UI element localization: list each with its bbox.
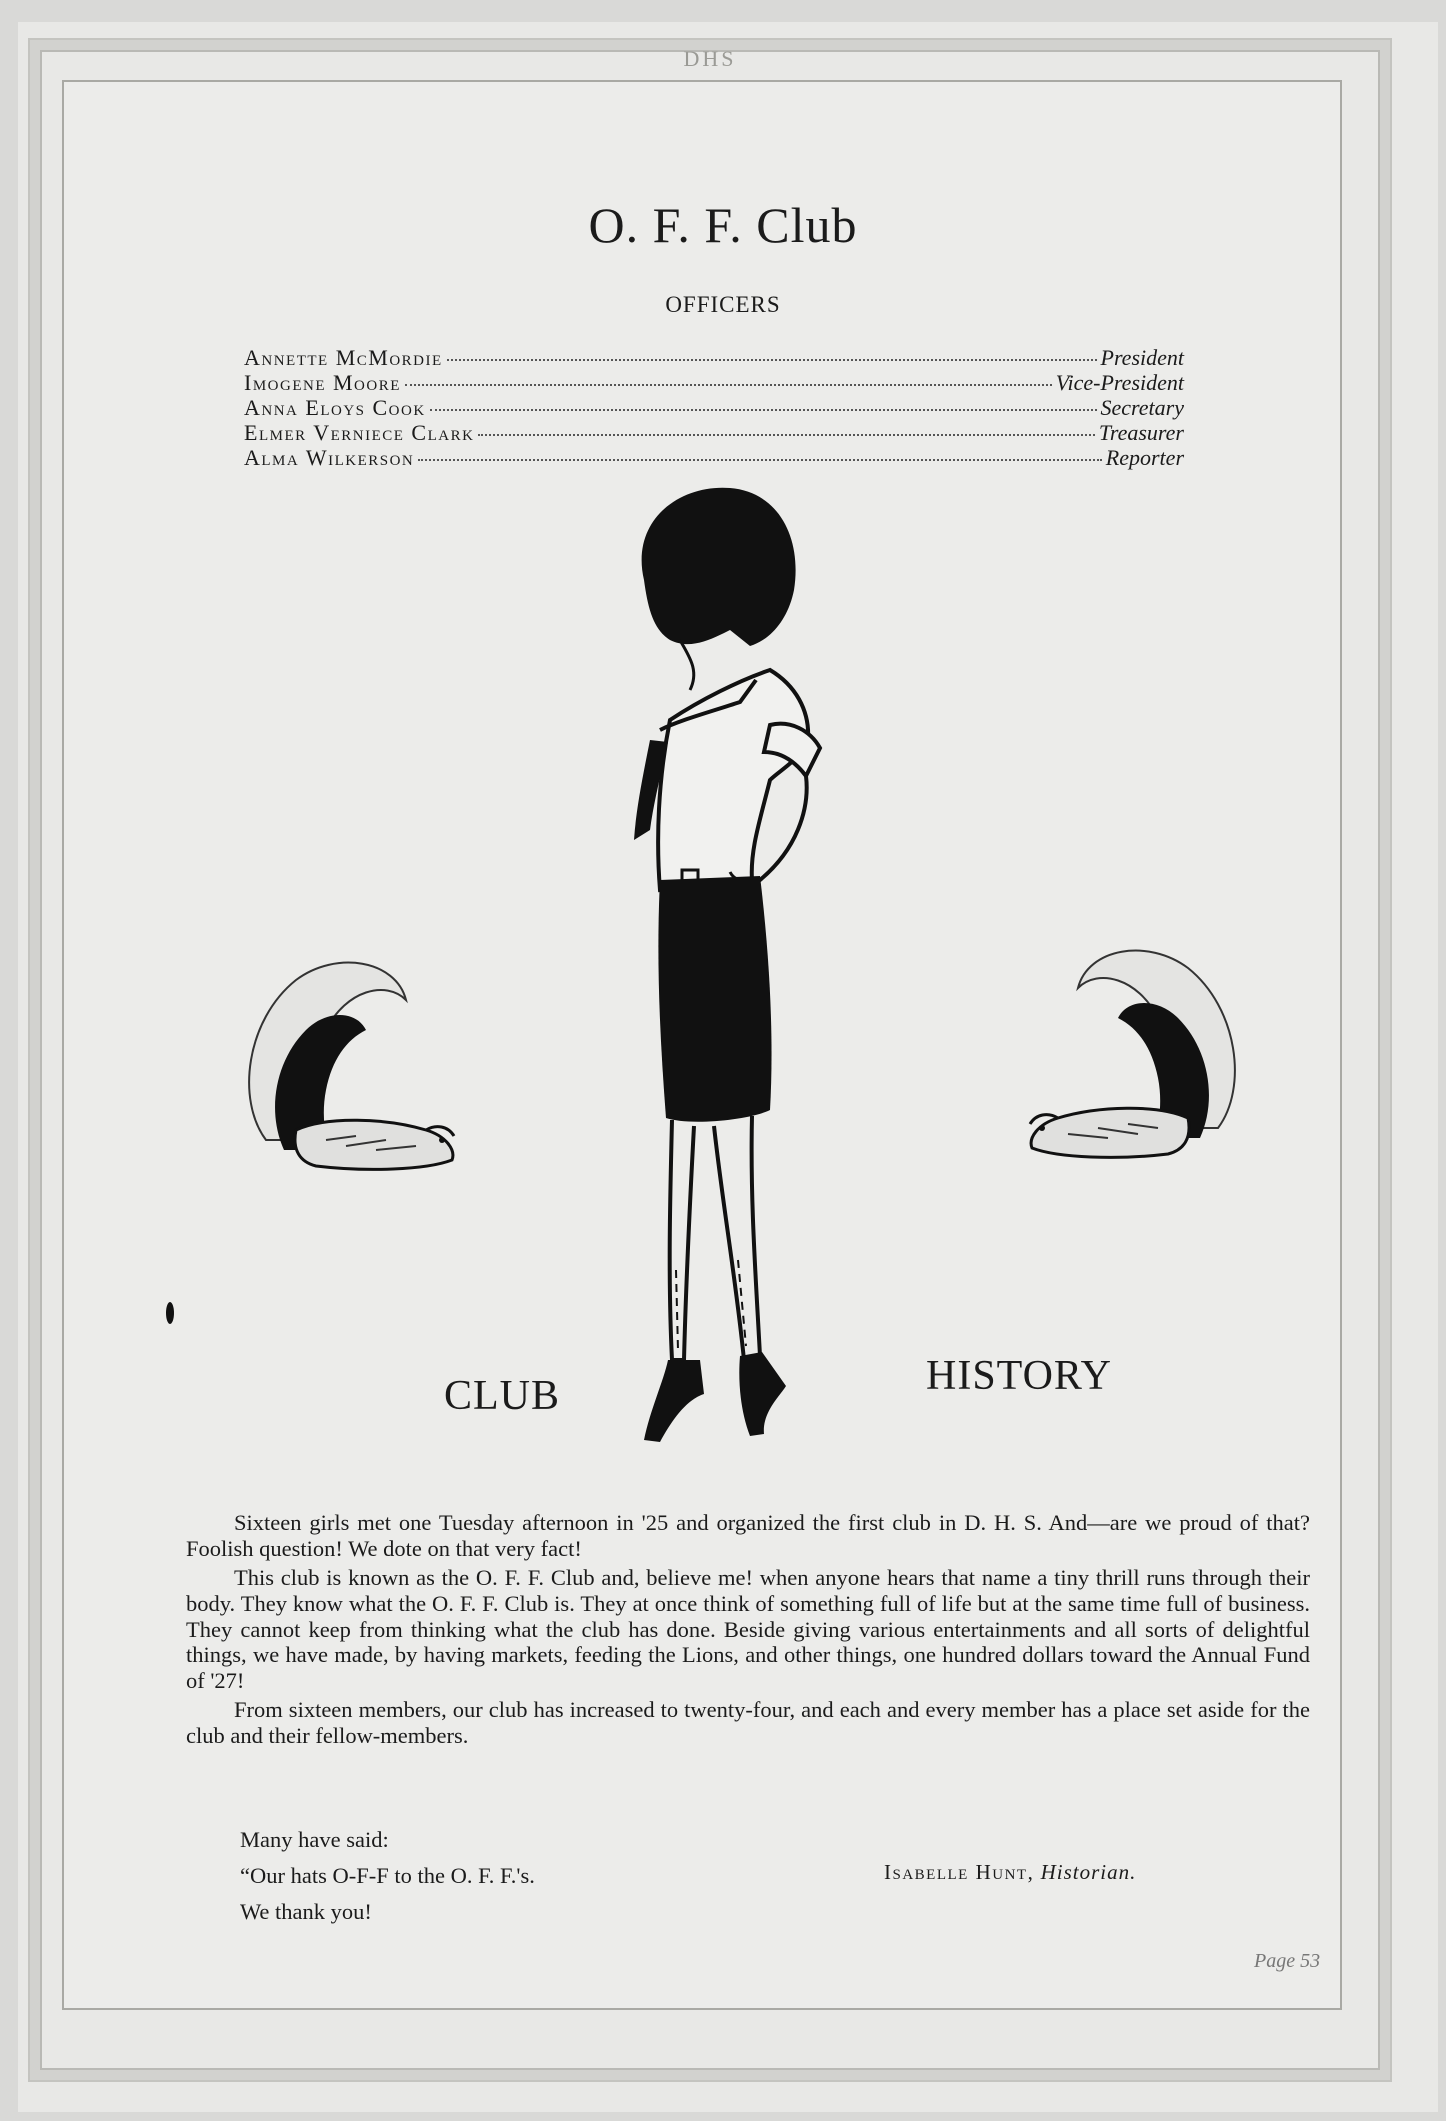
signature xyxy=(884,1860,1136,1885)
monogram-emblem: DHS xyxy=(683,46,737,71)
leader-dots xyxy=(418,459,1102,461)
officers-list xyxy=(244,345,1184,470)
squirrel-right-illustration xyxy=(998,928,1248,1178)
leader-dots xyxy=(478,434,1094,436)
leader-dots xyxy=(447,359,1097,361)
paragraph: This club is known as the O. F. F. Club and, believe me! when anyone hears that name a tiny thrill runs through their body. They know what the O. F. F. Club is. They at once think of something full of life but at the same time full of business. They cannot keep from thinking what the club has done. Beside giving various entertainments and all sorts of delightful things, we have made, by having markets, feeding the Lions, and other things, one hundred dollars toward the Annual Fund of '27! xyxy=(186,1565,1310,1693)
signature-name: Isabelle Hunt, xyxy=(884,1860,1035,1884)
officer-row xyxy=(244,370,1184,395)
officer-row xyxy=(244,445,1184,470)
officer-name: Alma Wilkerson xyxy=(244,445,415,470)
closing-lines xyxy=(240,1822,535,1930)
section-title-right: HISTORY xyxy=(926,1353,1112,1399)
closing-line: We thank you! xyxy=(240,1899,372,1924)
page-title: O. F. F. Club xyxy=(588,197,858,253)
ink-speck xyxy=(166,1302,174,1324)
leader-dots xyxy=(430,409,1097,411)
officers-heading: OFFICERS xyxy=(665,292,781,317)
officer-name: Imogene Moore xyxy=(244,370,401,395)
officer-row xyxy=(244,395,1184,420)
officer-role: Treasurer xyxy=(1098,420,1184,445)
officer-role: Reporter xyxy=(1105,445,1184,470)
officer-role: Secretary xyxy=(1100,395,1184,420)
squirrel-left-illustration xyxy=(236,940,486,1190)
paragraph: From sixteen members, our club has increased to twenty-four, and each and every member has a place set aside for the club and their fellow-members. xyxy=(186,1697,1310,1749)
officer-role: President xyxy=(1100,345,1184,370)
closing-line: “Our hats O-F-F to the O. F. F.'s. xyxy=(240,1863,535,1888)
leader-dots xyxy=(405,384,1052,386)
paragraph: Sixteen girls met one Tuesday afternoon in '25 and organized the first club in D. H. S. And—are we proud of that? Foolish question! We dote on that very fact! xyxy=(186,1510,1310,1561)
signature-role: Historian. xyxy=(1040,1860,1137,1884)
page-number: Page 53 xyxy=(1254,1950,1321,1972)
closing-line: Many have said: xyxy=(240,1827,389,1852)
officer-name: Annette McMordie xyxy=(244,345,443,370)
officer-role: Vice-President xyxy=(1055,370,1184,395)
girl-silhouette-illustration xyxy=(610,480,850,1470)
section-title-left: CLUB xyxy=(444,1373,561,1419)
officer-name: Elmer Verniece Clark xyxy=(244,420,475,445)
officer-row xyxy=(244,345,1184,370)
officer-row xyxy=(244,420,1184,445)
officer-name: Anna Eloys Cook xyxy=(244,395,426,420)
club-history-text xyxy=(186,1510,1310,1753)
